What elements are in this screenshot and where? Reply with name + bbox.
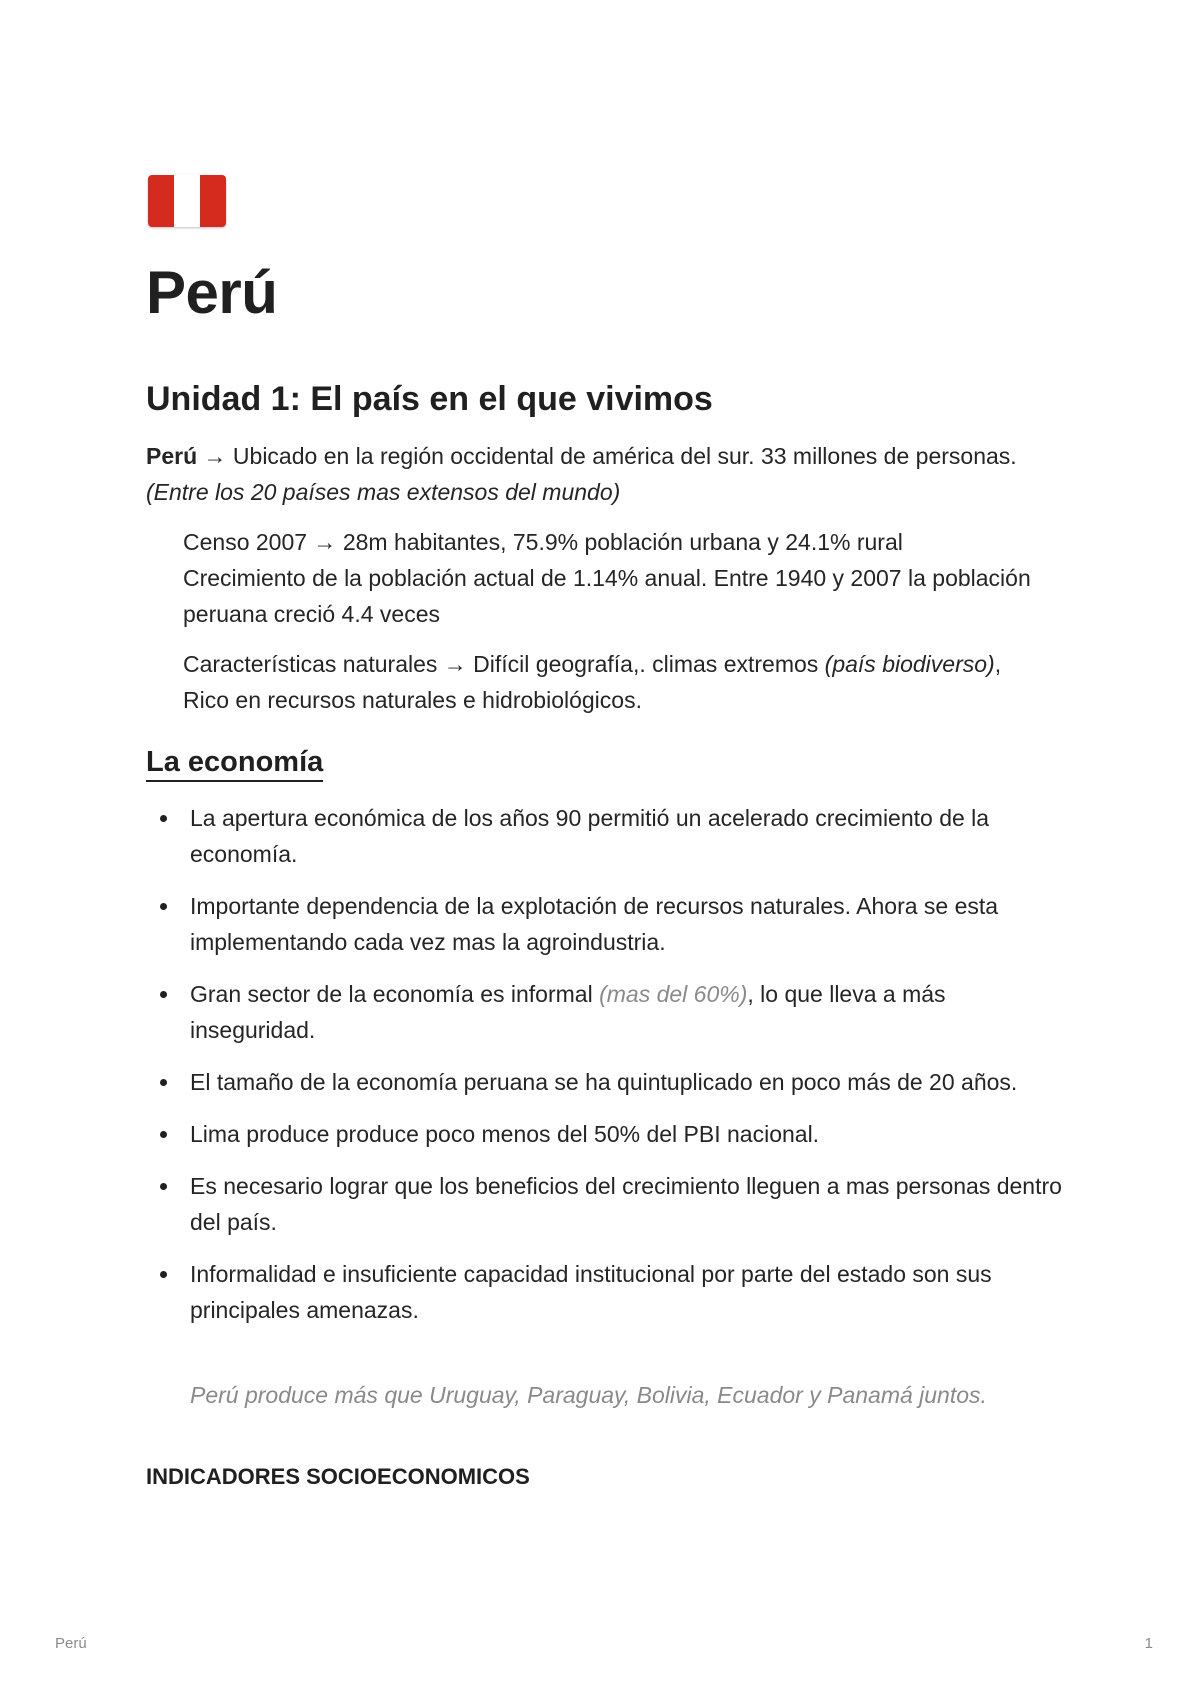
- informal-gray: (mas del 60%): [599, 981, 748, 1007]
- comparison-note: Perú produce más que Uruguay, Paraguay, Bolivia, Ecuador y Panamá juntos.: [190, 1382, 987, 1408]
- flag-stripe-right: [200, 175, 226, 227]
- list-item: [146, 1116, 1066, 1152]
- bullet-icon: [160, 1131, 167, 1138]
- bullet-icon: [160, 1271, 167, 1278]
- informal-after: , lo que lleva a más inseguridad.: [190, 981, 946, 1043]
- list-item-text: El tamaño de la economía peruana se ha quintuplicado en poco más de 20 años.: [190, 1069, 1018, 1095]
- list-item-text: La apertura económica de los años 90 permitió un acelerado crecimiento de la economía.: [190, 805, 990, 867]
- list-item-text: Lima produce produce poco menos del 50% del PBI nacional.: [190, 1121, 820, 1147]
- natural-text: Características naturales → Difícil geografía,. climas extremos: [183, 651, 825, 677]
- page-title: Perú: [146, 259, 278, 326]
- bullet-icon: [160, 991, 167, 998]
- list-item: [146, 976, 1066, 1048]
- list-item-text: Es necesario lograr que los beneficios del crecimiento lleguen a mas personas dentro del país.: [190, 1173, 1062, 1235]
- intro-italic: (Entre los 20 países mas extensos del mundo): [146, 479, 621, 505]
- census-text: Censo 2007 → 28m habitantes, 75.9% población urbana y 24.1% rural: [183, 529, 903, 555]
- economy-list: [146, 800, 1066, 1344]
- growth-text: Crecimiento de la población actual de 1.14% anual. Entre 1940 y 2007 la población peruana creció 4.4 veces: [183, 565, 1031, 627]
- list-item-text: Informalidad e insuficiente capacidad institucional por parte del estado son sus principales amenazas.: [190, 1261, 992, 1323]
- natural-after: , Rico en recursos naturales e hidrobiológicos.: [183, 651, 1002, 713]
- bullet-icon: [160, 903, 167, 910]
- list-item: [146, 888, 1066, 960]
- list-item: [146, 1168, 1066, 1240]
- bullet-icon: [160, 815, 167, 822]
- page-number: 1: [1144, 1635, 1153, 1652]
- bullet-icon: [160, 1079, 167, 1086]
- unit-heading: Unidad 1: El país en el que vivimos: [146, 380, 713, 418]
- informal-before: Gran sector de la economía es informal: [190, 981, 600, 1007]
- intro-bold: Perú: [146, 443, 198, 469]
- flag-stripe-left: [148, 175, 174, 227]
- intro-paragraph: [146, 438, 1046, 510]
- natural-paragraph: [183, 646, 1003, 718]
- list-item: [146, 1064, 1066, 1100]
- bullet-icon: [160, 1183, 167, 1190]
- list-item: [146, 800, 1066, 872]
- indicators-heading: INDICADORES SOCIOECONOMICOS: [146, 1464, 530, 1489]
- natural-italic: (país biodiverso): [824, 651, 995, 677]
- economy-heading: La economía: [146, 745, 323, 782]
- peru-flag-icon: [148, 175, 226, 227]
- footer-title: Perú: [55, 1635, 87, 1652]
- list-item-text: Importante dependencia de la explotación de recursos naturales. Ahora se esta implementando cada vez mas la agroindustria.: [190, 893, 999, 955]
- list-item: [146, 1256, 1066, 1328]
- flag-stripe-center: [174, 175, 200, 227]
- intro-text: → Ubicado en la región occidental de américa del sur. 33 millones de personas.: [197, 443, 1017, 469]
